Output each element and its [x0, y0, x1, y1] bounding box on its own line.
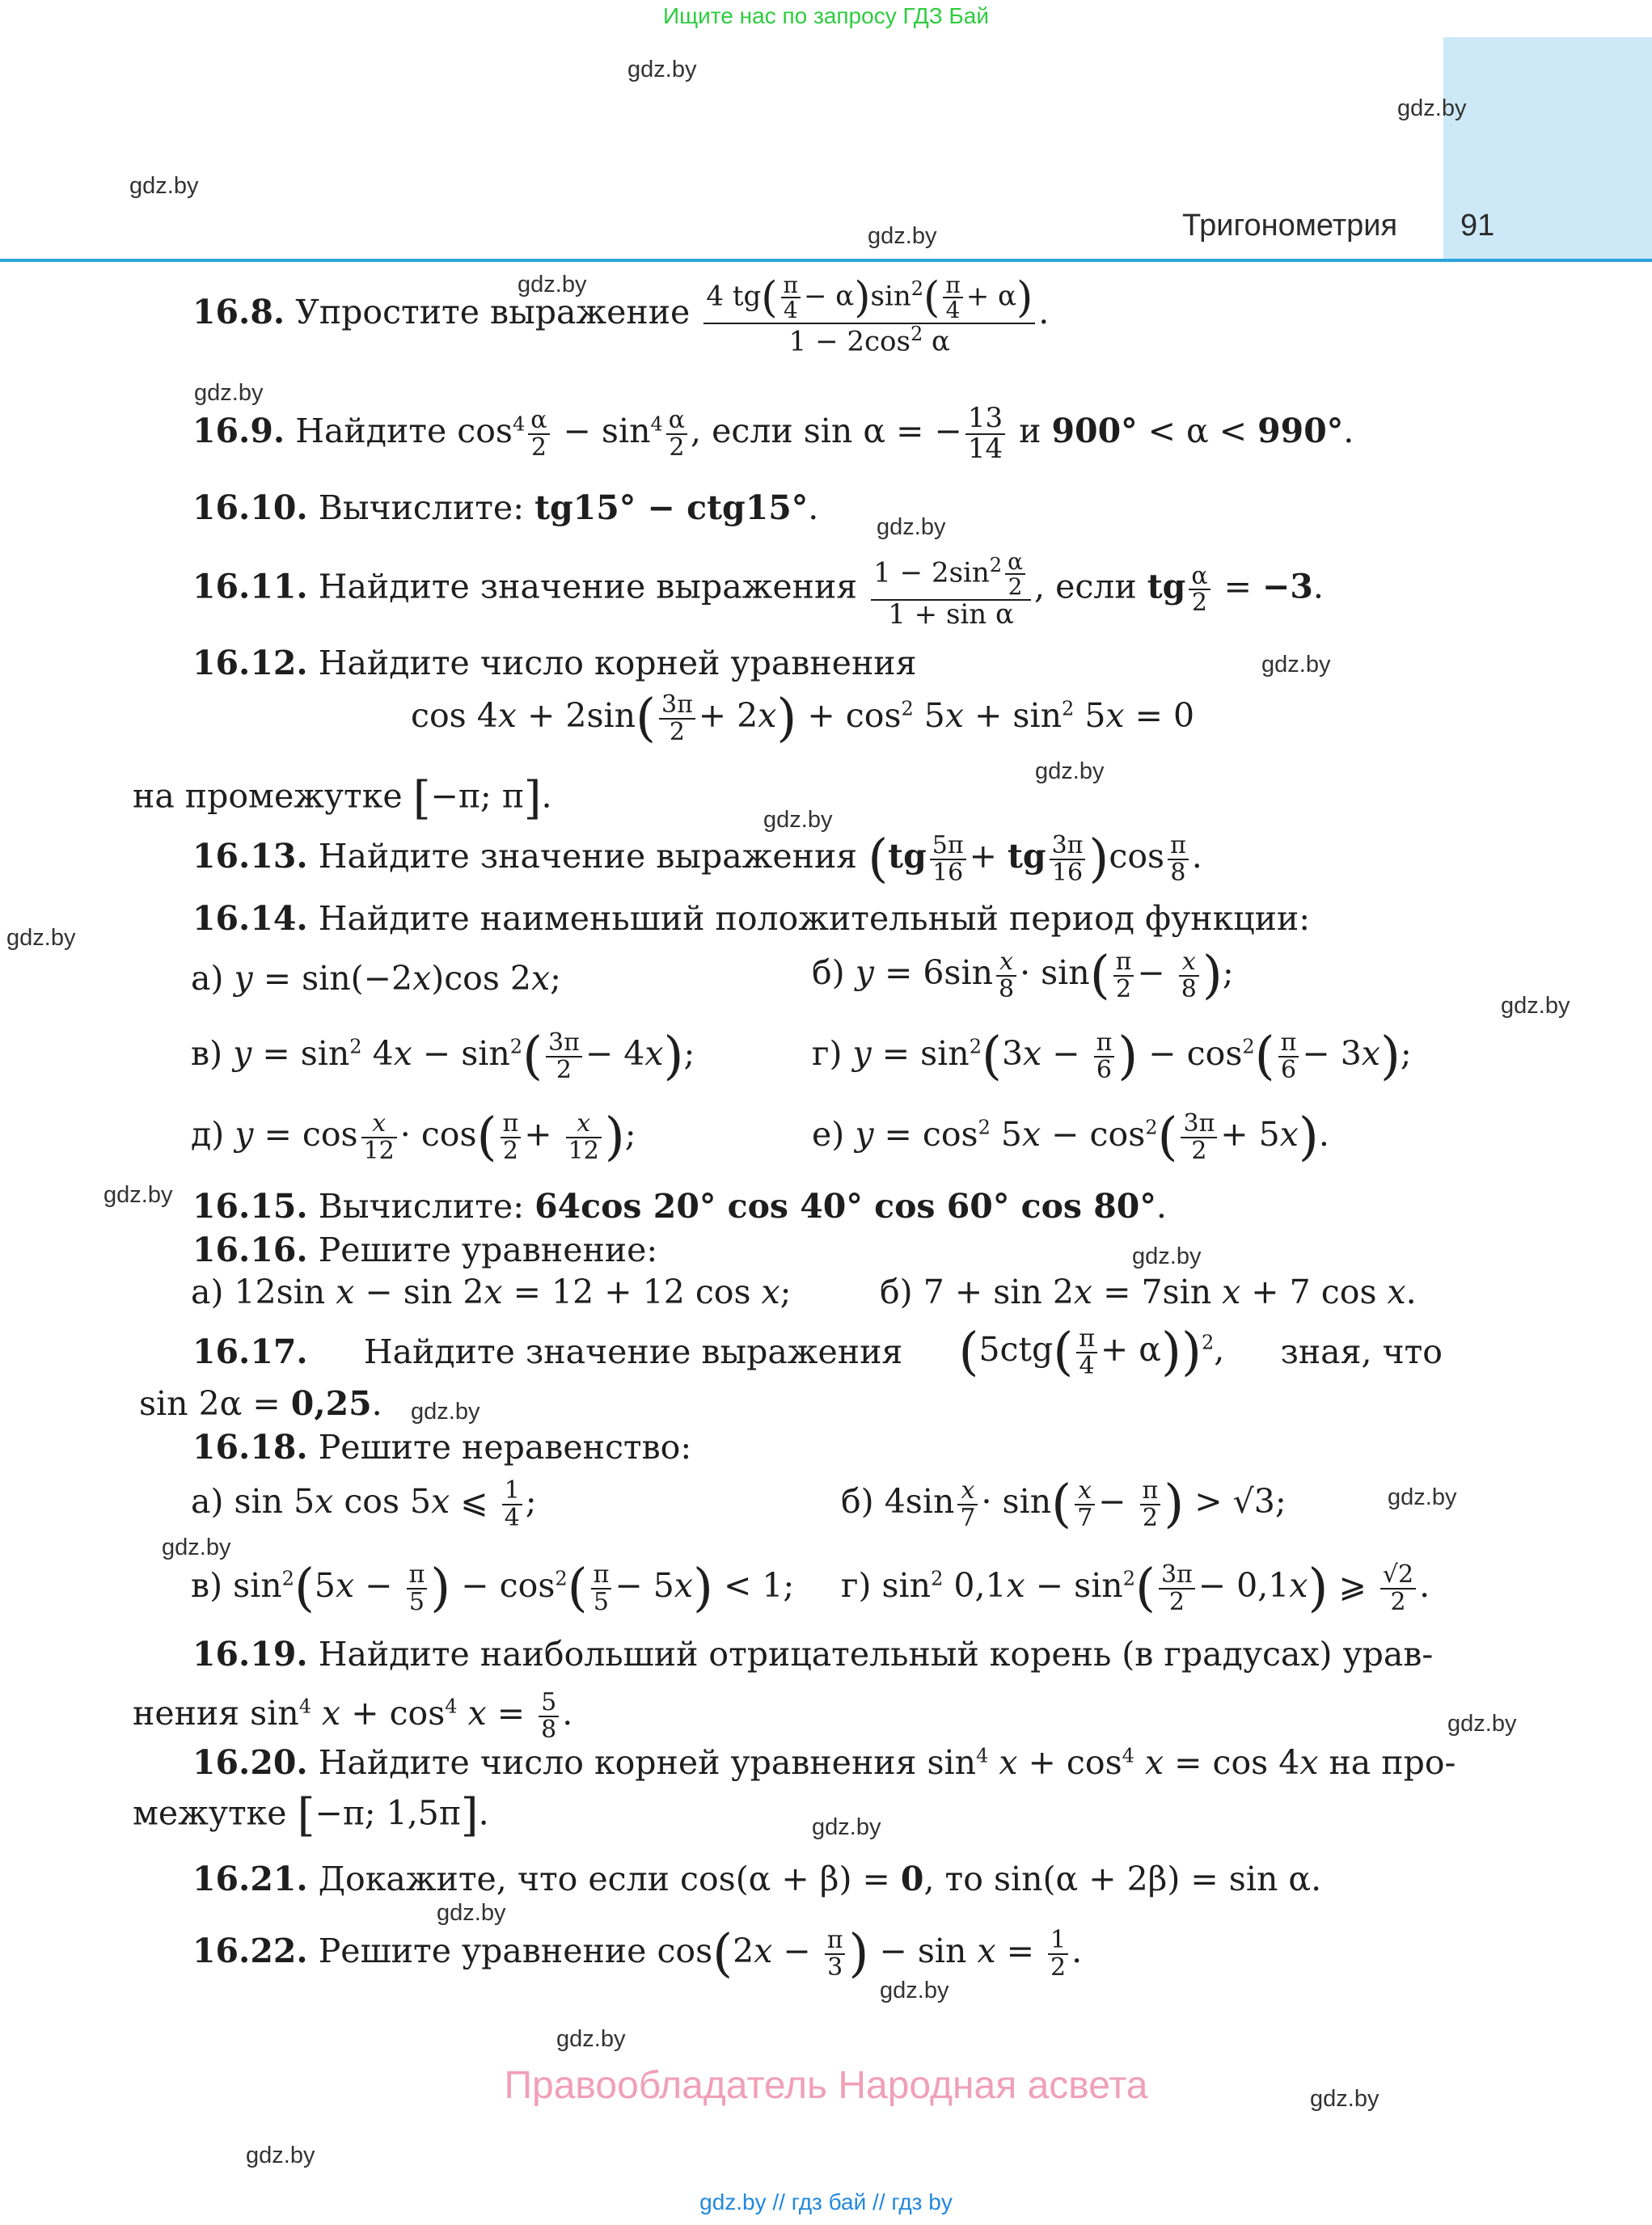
problem-number: 16.9.: [192, 412, 285, 451]
running-head-title: Тригонометрия: [1182, 209, 1398, 243]
watermark: gdz.by: [518, 272, 587, 298]
problem-16-18-b: б) 4sin $\frac{x}{7}$ · sin( $\frac{x}{7}$ − $\frac{\pi}{2}$ ) > √3;: [841, 1474, 1287, 1535]
watermark: gdz.by: [6, 925, 76, 951]
problem-16-20-cont: межутке [−π; 1,5π].: [133, 1789, 489, 1842]
problem-16-14-a: а) y = sin(−2x)cos 2x;: [191, 959, 561, 998]
problem-16-16-a: а) 12sin x − sin 2x = 12 + 12 cos x;: [191, 1273, 792, 1311]
problem-16-16-b: б) 7 + sin 2x = 7sin x + 7 cos x.: [880, 1273, 1417, 1311]
problem-16-22: 16.22. Решите уравнение cos(2x − $\frac{\pi}{3}$ ) − sin x = $\frac{1}{2}$ .: [192, 1923, 1083, 1984]
problem-number: 16.8.: [192, 292, 285, 331]
watermark: gdz.by: [1397, 95, 1467, 121]
watermark: gdz.by: [194, 380, 264, 406]
watermark: gdz.by: [812, 1814, 881, 1840]
watermark: gdz.by: [104, 1182, 173, 1208]
problem-16-14-d: д) y = cos $\frac{x}{12}$ · cos( $\frac{\pi}{2}$ + $\frac{x}{12}$ );: [191, 1107, 636, 1167]
page-number: 91: [1460, 209, 1495, 243]
watermark: gdz.by: [880, 1978, 949, 2003]
problem-16-19: 16.19. Найдите наибольший отрицательный корень (в градусах) урав-: [192, 1635, 1434, 1674]
problem-16-13: 16.13. Найдите значение выражения (tg $\frac{5\pi}{16}$ + tg $\frac{3\pi}{16}$ )cos $\frac{\pi}{8}$ .: [192, 829, 1202, 889]
problem-16-9: 16.9. Найдите $\cos^4$ $\frac{\alpha}{2}$ − $\sin^4$ $\frac{\alpha}{2}$ , если sin α = − $\frac{13}{14}$ и 900° < α < 990°.: [192, 402, 1354, 465]
watermark: gdz.by: [1388, 1484, 1457, 1510]
problem-16-12-interval: на промежутке [−π; π].: [133, 772, 552, 825]
watermark: gdz.by: [868, 223, 937, 249]
watermark: gdz.by: [1132, 1243, 1202, 1269]
problem-16-18-g: г) $\sin^2 0,1x - \sin^2$( $\frac{3\pi}{2}$ − 0,1x) ⩾ $\frac{√2}{2}$ .: [841, 1558, 1430, 1619]
problem-16-14-e: е) $y = \cos^2 5x - \cos^2$( $\frac{3\pi}{2}$ + 5x).: [812, 1107, 1329, 1167]
formula: 4 tg( $\frac{\pi}{4}$ − $\alpha)\sin^2$( $\frac{\pi}{4}$ + α) $1 - 2\cos^2$ α: [703, 273, 1035, 357]
problem-16-14-b: б) y = 6sin $\frac{x}{8}$ · sin( $\frac{\pi}{2}$ − $\frac{x}{8}$ );: [812, 945, 1234, 1006]
problem-16-19-cont: нения $\sin^4 x + \cos^4 x$ = $\frac{5}{8}$ .: [133, 1688, 573, 1744]
watermark: gdz.by: [411, 1399, 480, 1425]
bottom-links[interactable]: gdz.by // гдз бай // гдз by: [699, 2189, 953, 2214]
problem-16-18: 16.18. Решите неравенство:: [192, 1428, 692, 1467]
watermark: gdz.by: [1261, 652, 1331, 678]
watermark: gdz.by: [1447, 1711, 1517, 1737]
top-banner[interactable]: Ищите нас по запросу ГДЗ Бай: [662, 3, 990, 28]
problem-16-12: 16.12. Найдите число корней уравнения: [192, 644, 917, 682]
problem-16-12-equation: cos 4x + 2sin( $\frac{3\pi}{2}$ + $2x) + \cos^2 5x + \sin^2 5x = 0$: [411, 688, 1195, 749]
watermark: gdz.by: [1310, 2086, 1379, 2112]
watermark: gdz.by: [627, 57, 697, 82]
watermark: gdz.by: [877, 514, 946, 540]
watermark: gdz.by: [437, 1900, 506, 1926]
watermark: gdz.by: [556, 2026, 626, 2052]
problem-16-10: 16.10. Вычислите: tg15° − ctg15°.: [192, 488, 819, 527]
problem-16-17-cond: sin 2α = 0,25.: [139, 1384, 382, 1423]
problem-16-11: 16.11. Найдите значение выражения $1 - 2\sin^2$ $\frac{\alpha}{2}$ 1 + sin α , если tg $\frac{\alpha}{2}$ = −3.: [192, 548, 1324, 631]
watermark: gdz.by: [763, 807, 833, 833]
problem-16-21: 16.21. Докажите, что если cos(α + β) = 0, то sin(α + 2β) = sin α.: [192, 1860, 1322, 1898]
watermark: gdz.by: [246, 2143, 315, 2168]
problem-16-16: 16.16. Решите уравнение:: [192, 1231, 658, 1269]
problem-16-20: 16.20. Найдите число корней уравнения $\sin^4 x + \cos^4 x = \cos 4x$ на про-: [192, 1743, 1456, 1782]
problem-16-8: 16.8. Упростите выражение 4 tg( $\frac{\pi}{4}$ − $\alpha)\sin^2$( $\frac{\pi}{4}$ + α) $1 - 2\cos^2$ α .: [192, 272, 1050, 358]
problem-16-14-g: г) $y = \sin^2(3x$ − $\frac{\pi}{6}$ ) − $\cos^2$( $\frac{\pi}{6}$ − 3x);: [812, 1026, 1412, 1087]
problem-16-18-a: а) sin 5x cos 5x ⩽ $\frac{1}{4}$ ;: [191, 1476, 537, 1532]
problem-text: Упростите выражение: [295, 292, 691, 331]
problem-16-18-v: в) $\sin^2(5x$ − $\frac{\pi}{5}$ ) − $\cos^2$( $\frac{\pi}{5}$ − 5x) < 1;: [191, 1558, 795, 1619]
header-rule: [0, 259, 1652, 262]
problem-16-17: 16.17. Найдите значение выражения (5ctg( $\frac{\pi}{4}$ + α))$^2$, зная, что: [192, 1322, 1443, 1383]
problem-16-15: 16.15. Вычислите: 64cos 20° cos 40° cos 60° cos 80°.: [192, 1187, 1167, 1226]
problem-16-14-v: в) $y = \sin^2 4x - \sin^2$( $\frac{3\pi}{2}$ − 4x);: [191, 1026, 695, 1087]
watermark: gdz.by: [162, 1535, 231, 1560]
copyright-notice: Правообладатель Народная асвета: [504, 2064, 1148, 2107]
watermark: gdz.by: [129, 173, 199, 199]
problem-16-14: 16.14. Найдите наименьший положительный период функции:: [192, 899, 1311, 938]
watermark: gdz.by: [1035, 758, 1105, 784]
watermark: gdz.by: [1501, 993, 1570, 1019]
